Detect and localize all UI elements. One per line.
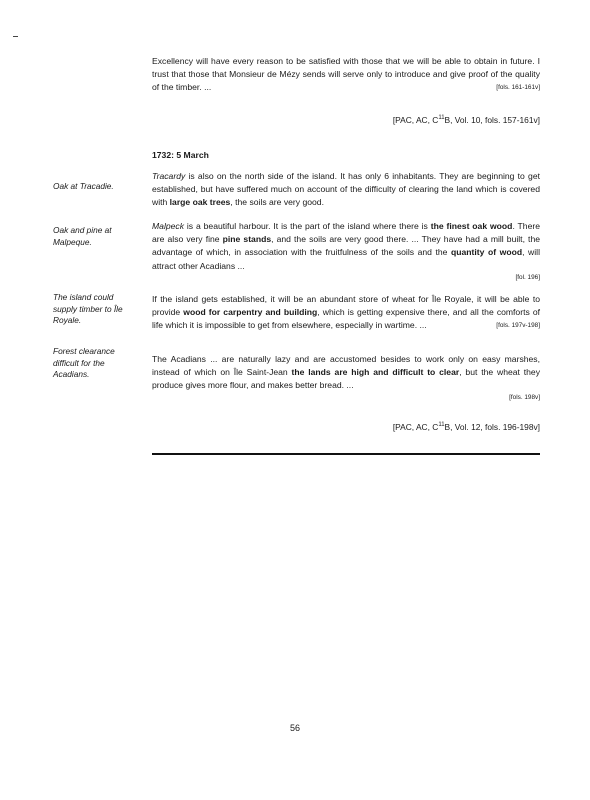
paragraph-tracadie: [152, 170, 540, 210]
citation-1: [152, 112, 540, 127]
intro-block: [152, 55, 540, 95]
margin-note-tracadie: Oak at Tracadie.: [53, 181, 114, 191]
para2-bold-3: quantity of wood: [451, 247, 523, 258]
intro-text: Excellency will have every reason to be satisfied with those that we will be able to obtain in future. I trust that those that Monsieur de Mézy sends will serve only to introduce and give proof of the quality of the timber. ...: [152, 56, 540, 93]
para2-bold-1: the finest oak wood: [430, 221, 513, 231]
paragraph-ile-royale: [152, 293, 540, 333]
citation-1-post: B, Vol. 10, fols. 157-161v]: [444, 114, 540, 125]
intro-paragraph: [152, 55, 540, 95]
margin-note-malpeque: Oak and pine at Malpeque.: [53, 225, 112, 247]
intro-folio-ref: [fols. 161-161v]: [496, 84, 540, 92]
para1-bold: large oak trees: [169, 197, 231, 208]
citation-2-post: B, Vol. 12, fols. 196-198v]: [444, 421, 540, 432]
corner-mark: [13, 36, 18, 37]
citation-2-pre: [PAC, AC, C: [392, 421, 439, 432]
para2-folio-ref: [fol. 196]: [515, 273, 540, 281]
page-number: 56: [289, 723, 300, 733]
section-end-rule: [152, 453, 540, 455]
para4-bold: the lands are high and difficult to clear: [291, 367, 460, 378]
para2-text-3: , and the soils are very good there. ... They have had a mill built, the advantage of which, in association with the fruitfulness of the soils and the: [152, 234, 540, 258]
para4-folio-ref: [fols. 198v]: [509, 393, 540, 401]
paragraph-acadians: [152, 353, 540, 403]
place-tracardy: Tracardy: [152, 171, 186, 181]
citation-1-pre: [PAC, AC, C: [392, 114, 439, 125]
para2-text-4: , will attract other Acadians ...: [152, 247, 540, 271]
para1-text-1: is also on the north side of the island. It has only 6 inhabitants. They are beginning to get established, but have suffered much on account of the difficulty of clearing the land which is covered with: [152, 171, 540, 208]
section-heading: 1732: 5 March: [152, 150, 209, 160]
para3-text-1: If the island gets established, it will be an abundant store of wheat for Île Royale, it will be able to provide: [152, 294, 540, 318]
place-malpeck: Malpeck: [152, 221, 184, 231]
para4-text-2: , but the wheat they produce gives more flour, and makes better bread. ...: [152, 367, 540, 391]
para2-text-1: is a beautiful harbour. It is the part of the island where there is: [184, 221, 431, 231]
citation-1-sup: 11: [438, 115, 445, 121]
margin-note-acadians: Forest clearance difficult for the Acadians.: [53, 346, 115, 379]
citation-2: [152, 419, 540, 434]
para3-bold: wood for carpentry and building: [183, 307, 318, 318]
para1-text-2: , the soils are very good.: [230, 197, 324, 208]
paragraph-malpeque: [152, 220, 540, 283]
citation-2-sup: 11: [438, 422, 445, 428]
para4-text-1: The Acadians ... are naturally lazy and are accustomed besides to work only on easy marshes, instead of which on Île Saint-Jean: [152, 354, 540, 378]
para3-folio-ref: [fols. 197v-198]: [496, 322, 540, 330]
para2-bold-2: pine stands: [222, 234, 272, 245]
margin-note-ile-royale: The island could supply timber to Île Royale.: [53, 292, 123, 325]
para3-text-2: , which is getting expensive there, and all the comforts of life which it is impossible to get from elsewhere, especially in wartime. ...: [152, 307, 540, 331]
para2-text-2: . There are also very fine: [152, 221, 541, 245]
